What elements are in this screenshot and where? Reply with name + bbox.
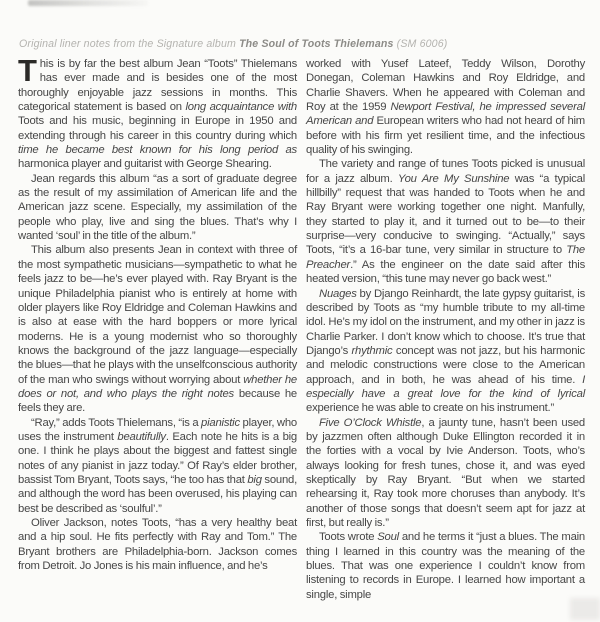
text-run: harmonica player and guitarist with George Shearing. (18, 158, 272, 171)
text-run: The Preacher (306, 244, 585, 271)
text-run: his is by far the best album Jean “Toots” Thielemans has ever made and is besides one of the most thoroughly enjoyable jazz sessions in months. This categorical statement is based on (18, 58, 297, 114)
heading-run: (SM 6006) (393, 38, 448, 50)
text-run: long acquaintance with (185, 101, 297, 114)
paragraph (18, 172, 297, 244)
text-run: Jean regards this album “as a sort of graduate degree as the result of my assimilation of American life and the American jazz scene. Especially, my assimilation of the people who play, live and sing the blues. That’s why I wanted ‘soul’ in the title of the album.” (18, 172, 297, 243)
text-run: was “a typical hillbilly” request that was handed to Toots when he and Ray Bryant were working together one night. Manfully, they started to play it, and it turned out to be—to their surprise—very conducive to swinging. “Actually,” says Toots, “it’s a 16-bar tune, very similar in structure to (306, 172, 586, 257)
text-run: time he became best known for his long period as (18, 144, 297, 157)
text-run: Oliver Jackson, notes Toots, “has a very healthy beat and a hip soul. He fits perfectly with Ray and Tom.” The Bryant brothers are Philadelphia-born. Jackson comes from Detroit. Jo Jones is his main influence, and he’s (18, 517, 297, 573)
text-run: because he feels they are. (18, 387, 297, 415)
text-run: I especially have a great love for the kind of lyrical (306, 373, 585, 400)
left-column (18, 53, 298, 602)
liner-notes-heading (19, 38, 447, 50)
scan-artifact-top (28, 0, 148, 6)
right-column (306, 57, 585, 602)
text-run: and he terms it “just a blues. The main thing I learned in this country was the meaning of the blues. That was one experience I couldn’t know from listening to records in Europe. I learned how important a single, simple (306, 531, 585, 601)
text-run: by Django Reinhardt, the late gypsy guitarist, is described by Toots as “my humble tribute to my all-time idol. He’s my idol on the instrument, and my other in jazz is Charlie Parker. I don’t know which to choose. It’s true that Django’s (306, 287, 585, 357)
text-run: The variety and range of tunes Toots picked is unusual for a jazz album. (306, 158, 585, 185)
text-run: , a jaunty tune, hasn’t been used by jazzmen often although Duke Ellington recorded it in the forties with a vocal by Ivie Anderson. Toots, who’s always looking for fresh tunes, chose it, and was eyed skeptically by Ray Bryant. “But when we started rehearsing it, Ray took more choruses than anybody. It’s another of those songs that doesn’t seem apt for jazz at first, but really is.” (306, 416, 585, 529)
drop-cap: T (18, 53, 37, 88)
text-run: beautifully (117, 430, 166, 443)
text-run: whether he does or not, and who plays the right notes (18, 373, 297, 400)
liner-notes-body (18, 53, 586, 602)
text-run: “Ray,” adds Toots Thielemans, “is a (31, 416, 202, 429)
text-run: European writers who had not heard of him before with his firm yet resilient time, and the infectious quality of his swinging. (306, 115, 585, 157)
text-run: This album also presents Jean in context with three of the most sympathetic musicians—sympathetic to what he feels jazz to be—he’s ever played with. Ray Bryant is the unique Philadelphia pianist who is entirely at home with older players like Roy Eldridge and Coleman Hawkins and is also at ease with the hard boppers or more lyrical moderns. He is a young modernist who so thoroughly knows the background of the jazz language—especially the blues—that he plays with the unselfconscious authority of the man who swings without worrying about (18, 244, 297, 386)
text-run: Soul (377, 531, 399, 544)
heading-run: Original liner notes from the Signature album (19, 38, 240, 50)
text-run: sound, and although the word has been overused, his playing can best be described as ‘soulful’.” (18, 473, 298, 515)
text-run: Newport Festival, he impressed several American and (306, 101, 585, 128)
paragraph (306, 416, 585, 531)
text-run: You Are My Sunshine (397, 172, 510, 185)
text-run: experience he was able to create on his instrument.” (306, 402, 555, 415)
text-run: Toots and his music, beginning in Europe in 1950 and extending through his career in this country during which (18, 115, 297, 142)
text-run: Five O’Clock Whistle (319, 416, 422, 429)
paragraph (18, 53, 297, 172)
heading-run: The Soul of Toots Thielemans (239, 38, 394, 50)
text-run: pianistic (201, 416, 240, 429)
paragraph (306, 530, 585, 602)
text-run: worked with Yusef Lateef, Teddy Wilson, Dorothy Donegan, Coleman Hawkins and Roy Eldridge, and Charlie Shavers. When he appeared with Coleman and Roy at the 1959 (306, 58, 585, 114)
paragraph (18, 243, 297, 415)
text-run: player, who uses the instrument (18, 416, 297, 443)
paragraph (18, 516, 297, 573)
text-run: . Each note he hits is a big one. I think he plays about the biggest and fattest single notes of any pianist in jazz today.” Of Ray’s elder brother, bassist Tom Bryant, Toots says, “he too has that (18, 430, 297, 486)
text-run: .” As the engineer on the date said after this heated version, “this tune may never go back west.” (306, 258, 585, 286)
text-run: rhythmic (351, 344, 393, 357)
text-run: Toots wrote (319, 531, 378, 544)
text-run: concept was not jazz, but his harmonic and melodic constructions were close to the American approach, and in both, he was ahead of his time. (306, 344, 585, 386)
paragraph (18, 416, 297, 516)
paragraph (306, 157, 585, 286)
text-run: big (247, 473, 262, 486)
text-run: Nuages (319, 287, 357, 300)
paragraph (306, 57, 585, 157)
paragraph (306, 287, 585, 416)
